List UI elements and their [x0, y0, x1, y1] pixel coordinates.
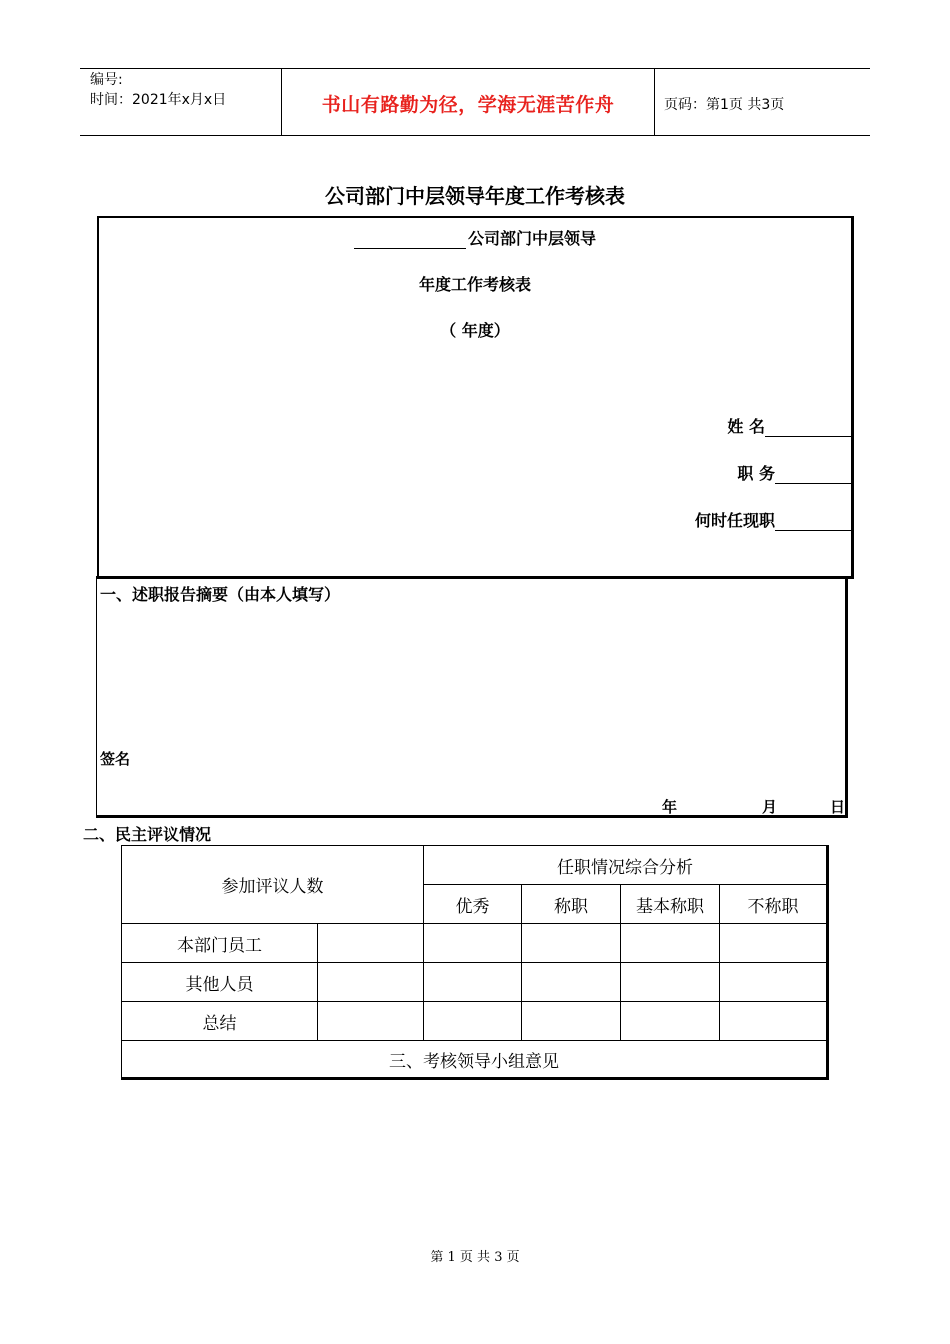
name-blank [765, 418, 851, 437]
input-cell[interactable] [720, 1002, 828, 1041]
company-blank [354, 230, 466, 249]
section2-title: 二、民主评议情况 [83, 825, 212, 844]
position-label: 职 务 [737, 464, 775, 483]
input-cell[interactable] [318, 924, 424, 963]
evaluation-table [121, 845, 829, 1080]
table-row [122, 1002, 828, 1041]
tenure-label: 何时任现职 [694, 511, 775, 530]
header-top-rule [80, 68, 870, 69]
grade-incompetent: 不称职 [720, 885, 828, 924]
tenure-field [695, 508, 851, 531]
row-label-dept-staff: 本部门员工 [122, 924, 318, 963]
header-meta [90, 70, 226, 110]
header-page-info: 页码：第1页 共3页 [664, 97, 785, 113]
table-row [122, 963, 828, 1002]
row-label-summary: 总结 [122, 1002, 318, 1041]
date-day-label: 日 [830, 798, 846, 816]
table-row [122, 924, 828, 963]
cover-title-line2: 年度工作考核表 [418, 275, 531, 294]
section1-title: 一、述职报告摘要（由本人填写） [100, 585, 341, 604]
input-cell[interactable] [621, 924, 720, 963]
input-cell[interactable] [522, 924, 621, 963]
input-cell[interactable] [522, 963, 621, 1002]
cover-title-line1 [99, 226, 851, 249]
time-label: 时间：2021年x月x日 [90, 92, 227, 108]
table-header-row [122, 846, 828, 885]
date-year-label: 年 [662, 798, 678, 816]
input-cell[interactable] [621, 1002, 720, 1041]
input-cell[interactable] [318, 1002, 424, 1041]
sign-label: 签名 [100, 750, 131, 768]
motto: 书山有路勤为径，学海无涯苦作舟 [321, 94, 615, 116]
input-cell[interactable] [424, 1002, 522, 1041]
summary-box [96, 576, 848, 818]
section3-row [122, 1041, 828, 1079]
tenure-blank [775, 512, 851, 531]
footer-page-number: 第 1 页 共 3 页 [430, 1250, 520, 1265]
input-cell[interactable] [424, 924, 522, 963]
name-field [727, 414, 851, 437]
position-field [737, 461, 851, 484]
section3-title: 三、考核领导小组意见 [122, 1041, 828, 1079]
input-cell[interactable] [621, 963, 720, 1002]
cover-year-line: （ 年度） [440, 321, 510, 340]
participants-header: 参加评议人数 [122, 846, 424, 924]
input-cell[interactable] [720, 963, 828, 1002]
name-label: 姓 名 [727, 417, 765, 436]
grade-excellent: 优秀 [424, 885, 522, 924]
input-cell[interactable] [318, 963, 424, 1002]
grade-competent: 称职 [522, 885, 621, 924]
analysis-header: 任职情况综合分析 [424, 846, 828, 885]
number-label: 编号: [90, 72, 123, 88]
date-month-label: 月 [762, 798, 778, 816]
grade-basically-competent: 基本称职 [621, 885, 720, 924]
input-cell[interactable] [424, 963, 522, 1002]
position-blank [775, 465, 851, 484]
input-cell[interactable] [720, 924, 828, 963]
row-label-others: 其他人员 [122, 963, 318, 1002]
document-title: 公司部门中层领导年度工作考核表 [325, 184, 625, 208]
cover-box [97, 216, 854, 579]
input-cell[interactable] [522, 1002, 621, 1041]
cover-line1-text: 公司部门中层领导 [467, 229, 596, 248]
header-bottom-rule [80, 135, 870, 136]
header-divider [654, 68, 655, 136]
